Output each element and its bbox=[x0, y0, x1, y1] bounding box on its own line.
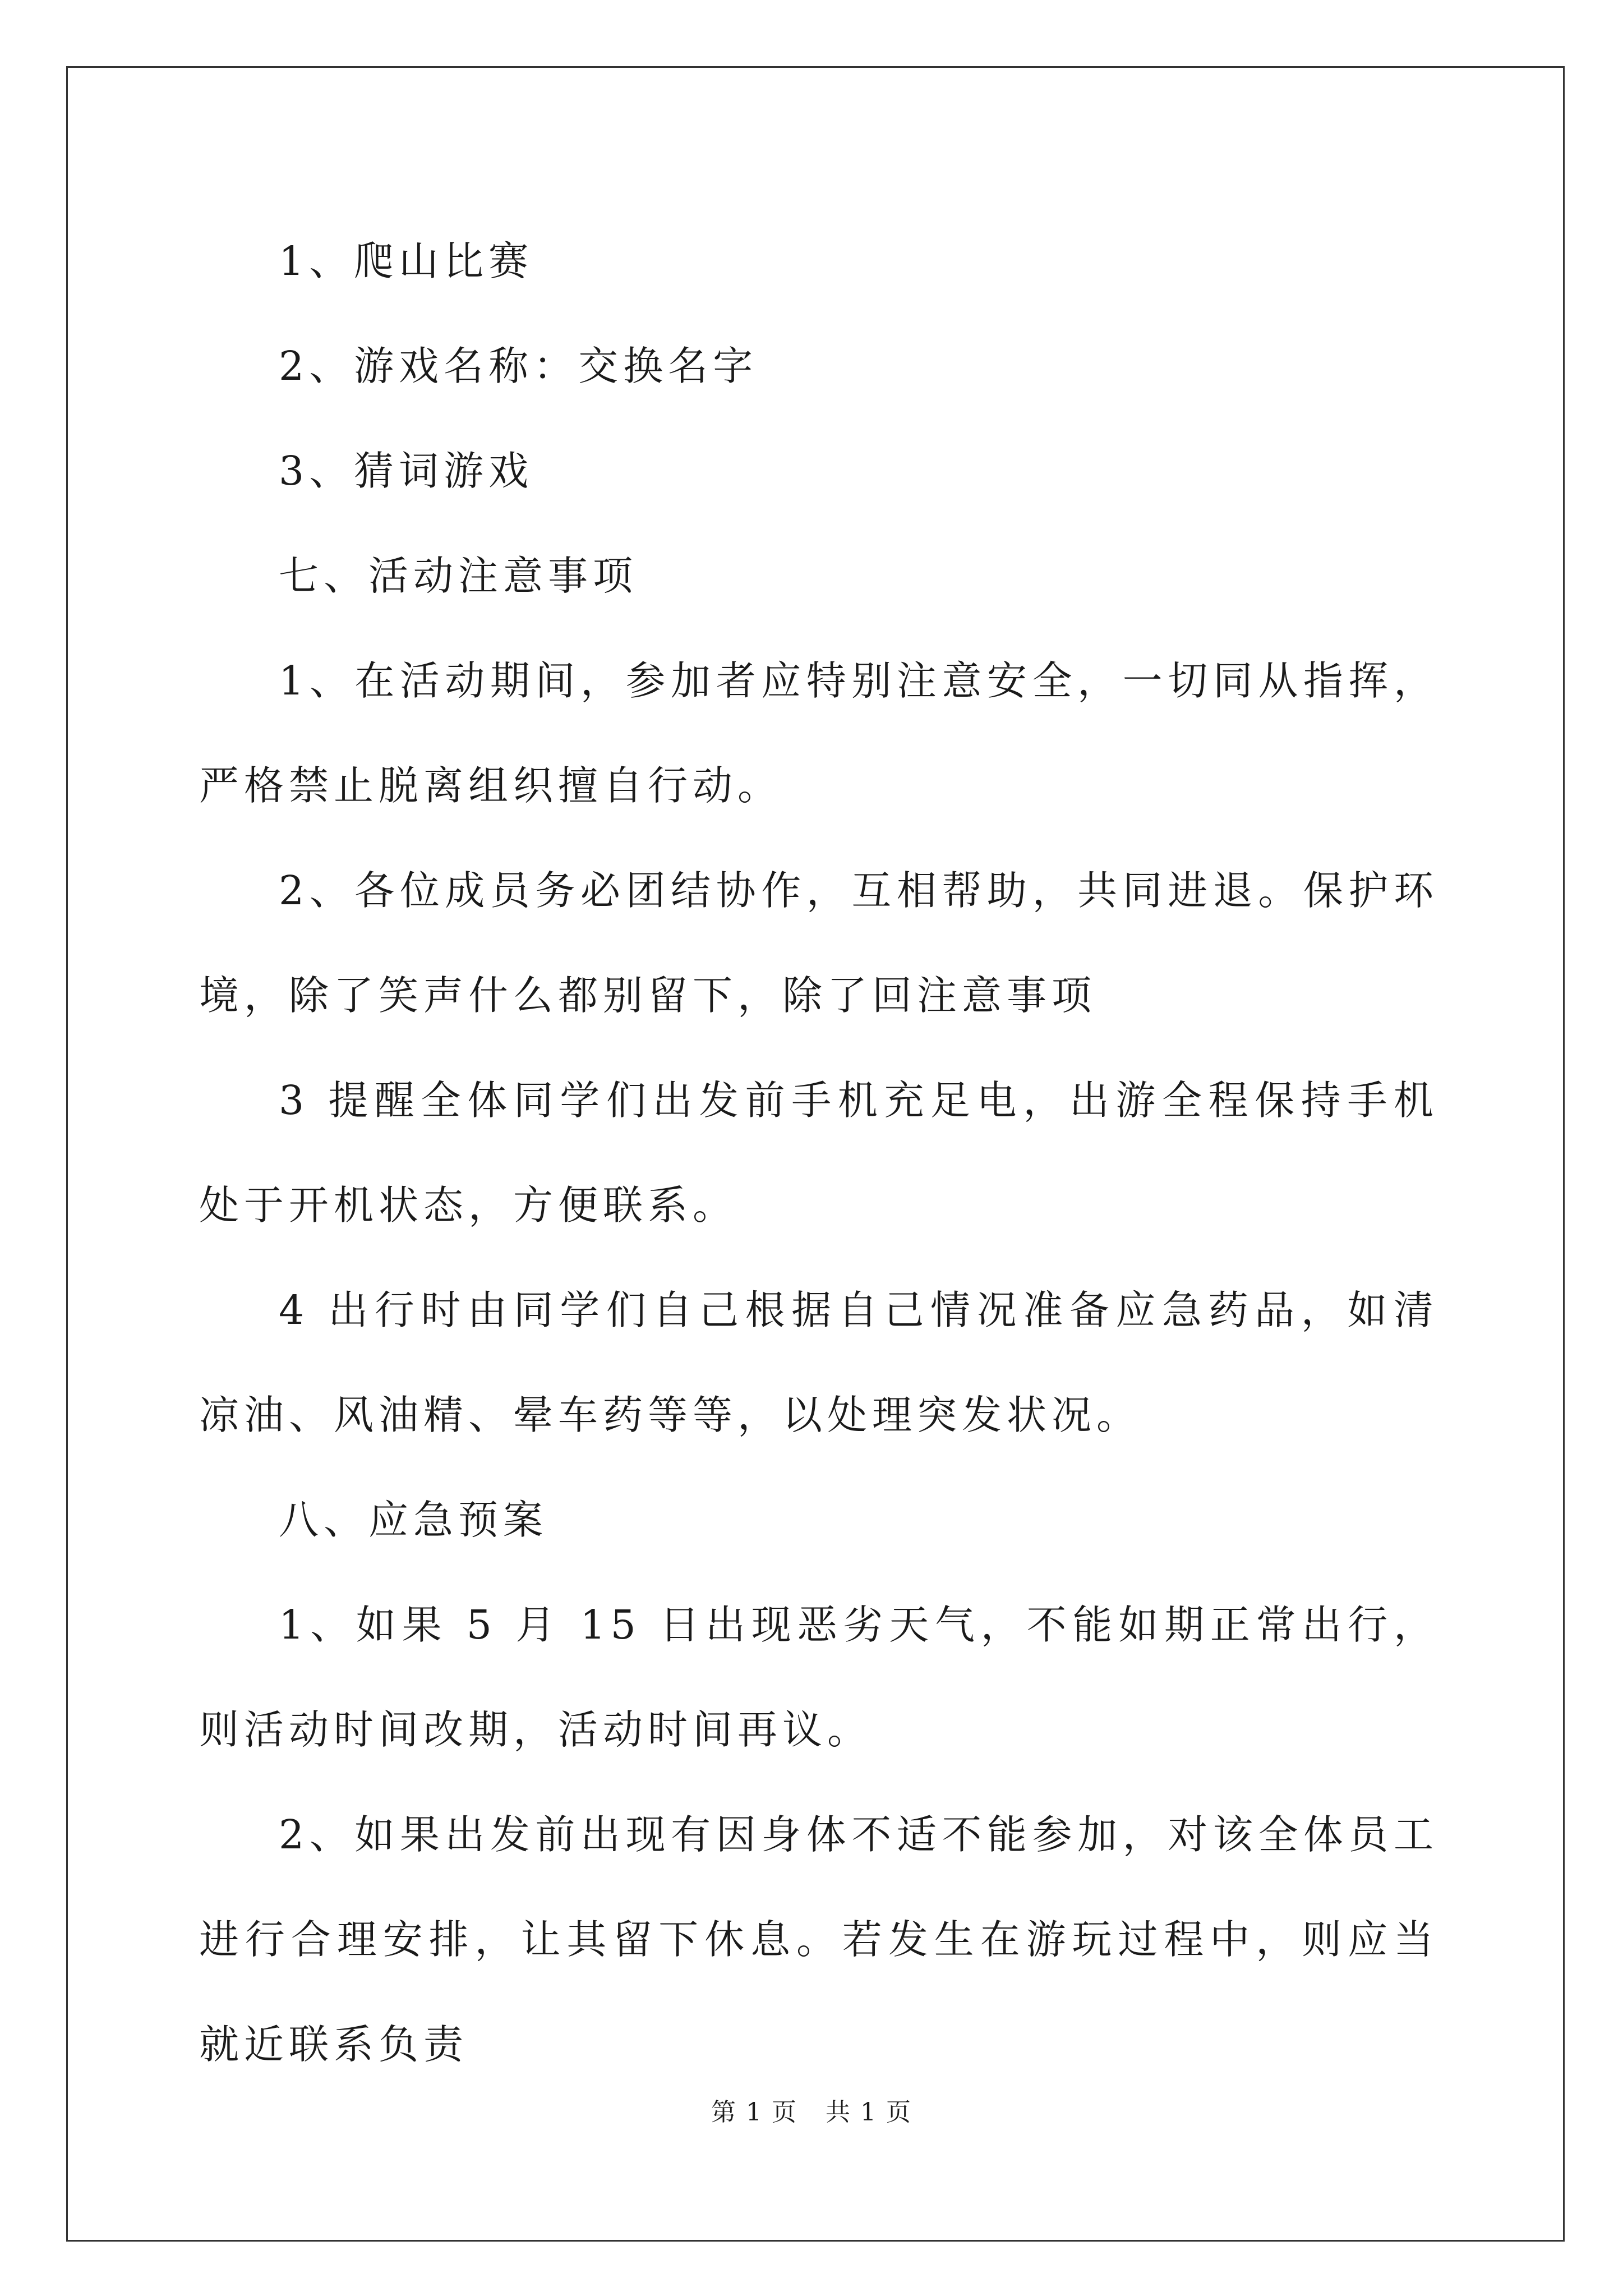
section-heading-emergency: 八、应急预案 bbox=[279, 1497, 548, 1543]
paragraph-phone: 3 提醒全体同学们出发前手机充足电，出游全程保持手机处于开机状态，方便联系。 bbox=[199, 1077, 1438, 1228]
paragraph-teamwork: 2、各位成员务必团结协作，互相帮助，共同进退。保护环境，除了笑声什么都别留下，除了回注意事项 bbox=[199, 867, 1438, 1019]
paragraph-weather: 1、如果 5 月 15 日出现恶劣天气，不能如期正常出行，则活动时间改期，活动时间再议。 bbox=[199, 1602, 1438, 1753]
section-heading-precautions: 七、活动注意事项 bbox=[279, 553, 638, 599]
document-body bbox=[199, 209, 1438, 2097]
paragraph-safety: 1、在活动期间，参加者应特别注意安全，一切同从指挥，严格禁止脱离组织擅自行动。 bbox=[199, 657, 1438, 809]
paragraph-illness: 2、如果出发前出现有因身体不适不能参加，对该全体员工进行合理安排，让其留下休息。若发生在游玩过程中，则应当就近联系负责 bbox=[199, 1811, 1438, 2068]
list-item-climbing: 1、爬山比赛 bbox=[279, 238, 534, 284]
list-item-word-game: 3、猜词游戏 bbox=[279, 448, 534, 494]
paragraph-medicine: 4 出行时由同学们自己根据自己情况准备应急药品，如清凉油、风油精、晕车药等等，以处理突发状况。 bbox=[199, 1287, 1438, 1438]
page-number-current: 第 1 页 bbox=[711, 2098, 797, 2127]
list-item-name-game: 2、游戏名称：交换名字 bbox=[279, 343, 758, 389]
page-number-total: 共 1 页 bbox=[826, 2098, 912, 2127]
page-footer bbox=[0, 2096, 1623, 2129]
